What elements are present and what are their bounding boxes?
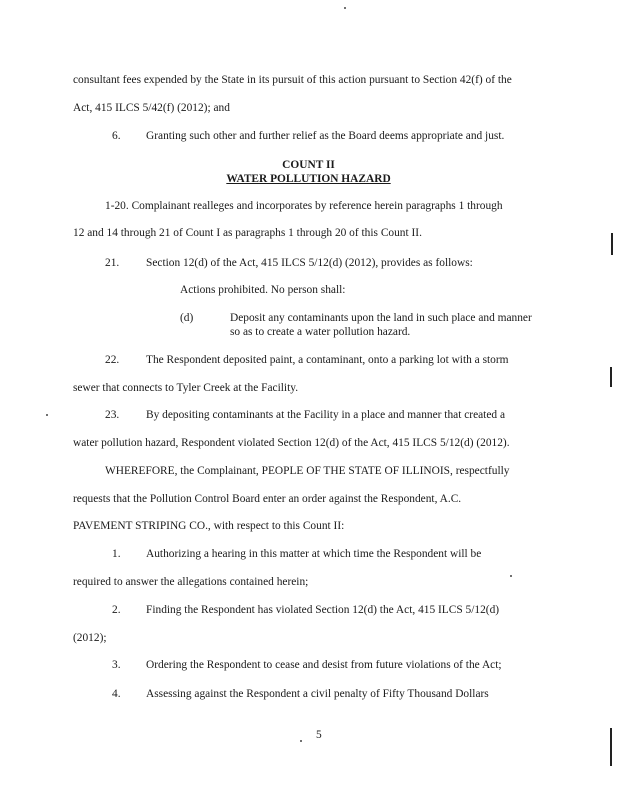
- paragraph-line: 12 and 14 through 21 of Count I as paragraphs 1 through 20 of this Count II.: [73, 227, 422, 239]
- scan-mark: [611, 233, 613, 255]
- scan-mark: [610, 728, 612, 766]
- quote-line: Deposit any contaminants upon the land in such place and manner: [230, 312, 532, 324]
- scan-speck: [46, 414, 48, 416]
- item-text: (2012);: [73, 632, 107, 644]
- item-number: 1.: [112, 548, 121, 560]
- paragraph-line: sewer that connects to Tyler Creek at the Facility.: [73, 382, 299, 394]
- paragraph-line: Section 12(d) of the Act, 415 ILCS 5/12(d) (2012), provides as follows:: [146, 257, 473, 269]
- scan-speck: [510, 575, 512, 577]
- paragraph-line: consultant fees expended by the State in its pursuit of this action pursuant to Section 42(f) of the: [73, 74, 512, 86]
- paragraph-line: water pollution hazard, Respondent violated Section 12(d) of the Act, 415 ILCS 5/12(d) (2012).: [73, 437, 510, 449]
- paragraph-number: 23.: [105, 409, 120, 421]
- item-number: 2.: [112, 604, 121, 616]
- item-text: Finding the Respondent has violated Section 12(d) the Act, 415 ILCS 5/12(d): [146, 604, 500, 616]
- paragraph-line: 1-20. Complainant realleges and incorporates by reference herein paragraphs 1 through: [105, 200, 503, 212]
- count-heading: COUNT II: [282, 159, 335, 171]
- paragraph-number: 22.: [105, 354, 120, 366]
- quote-label: (d): [180, 312, 194, 324]
- paragraph-line: PAVEMENT STRIPING CO., with respect to this Count II:: [73, 520, 345, 532]
- item-number: 3.: [112, 659, 121, 671]
- item-text: Granting such other and further relief as the Board deems appropriate and just.: [146, 130, 505, 142]
- item-text: required to answer the allegations contained herein;: [73, 576, 309, 588]
- page-number: 5: [316, 729, 322, 741]
- paragraph-line: requests that the Pollution Control Board enter an order against the Respondent, A.C.: [73, 493, 462, 505]
- paragraph-line: By depositing contaminants at the Facility in a place and manner that created a: [146, 409, 505, 421]
- item-text: Assessing against the Respondent a civil penalty of Fifty Thousand Dollars: [146, 688, 489, 700]
- count-subheading: WATER POLLUTION HAZARD: [226, 173, 391, 185]
- paragraph-line: WHEREFORE, the Complainant, PEOPLE OF THE STATE OF ILLINOIS, respectfully: [105, 465, 510, 477]
- scan-mark: [610, 367, 612, 387]
- paragraph-line: The Respondent deposited paint, a contaminant, onto a parking lot with a storm: [146, 354, 509, 366]
- quote-line: so as to create a water pollution hazard.: [230, 326, 411, 338]
- paragraph-number: 21.: [105, 257, 120, 269]
- quote-intro: Actions prohibited. No person shall:: [180, 284, 346, 296]
- item-text: Authorizing a hearing in this matter at which time the Respondent will be: [146, 548, 482, 560]
- scan-speck: [344, 7, 346, 9]
- scan-speck: [300, 740, 302, 742]
- item-number: 4.: [112, 688, 121, 700]
- item-number: 6.: [112, 130, 121, 142]
- paragraph-line: Act, 415 ILCS 5/42(f) (2012); and: [73, 102, 230, 114]
- item-text: Ordering the Respondent to cease and desist from future violations of the Act;: [146, 659, 502, 671]
